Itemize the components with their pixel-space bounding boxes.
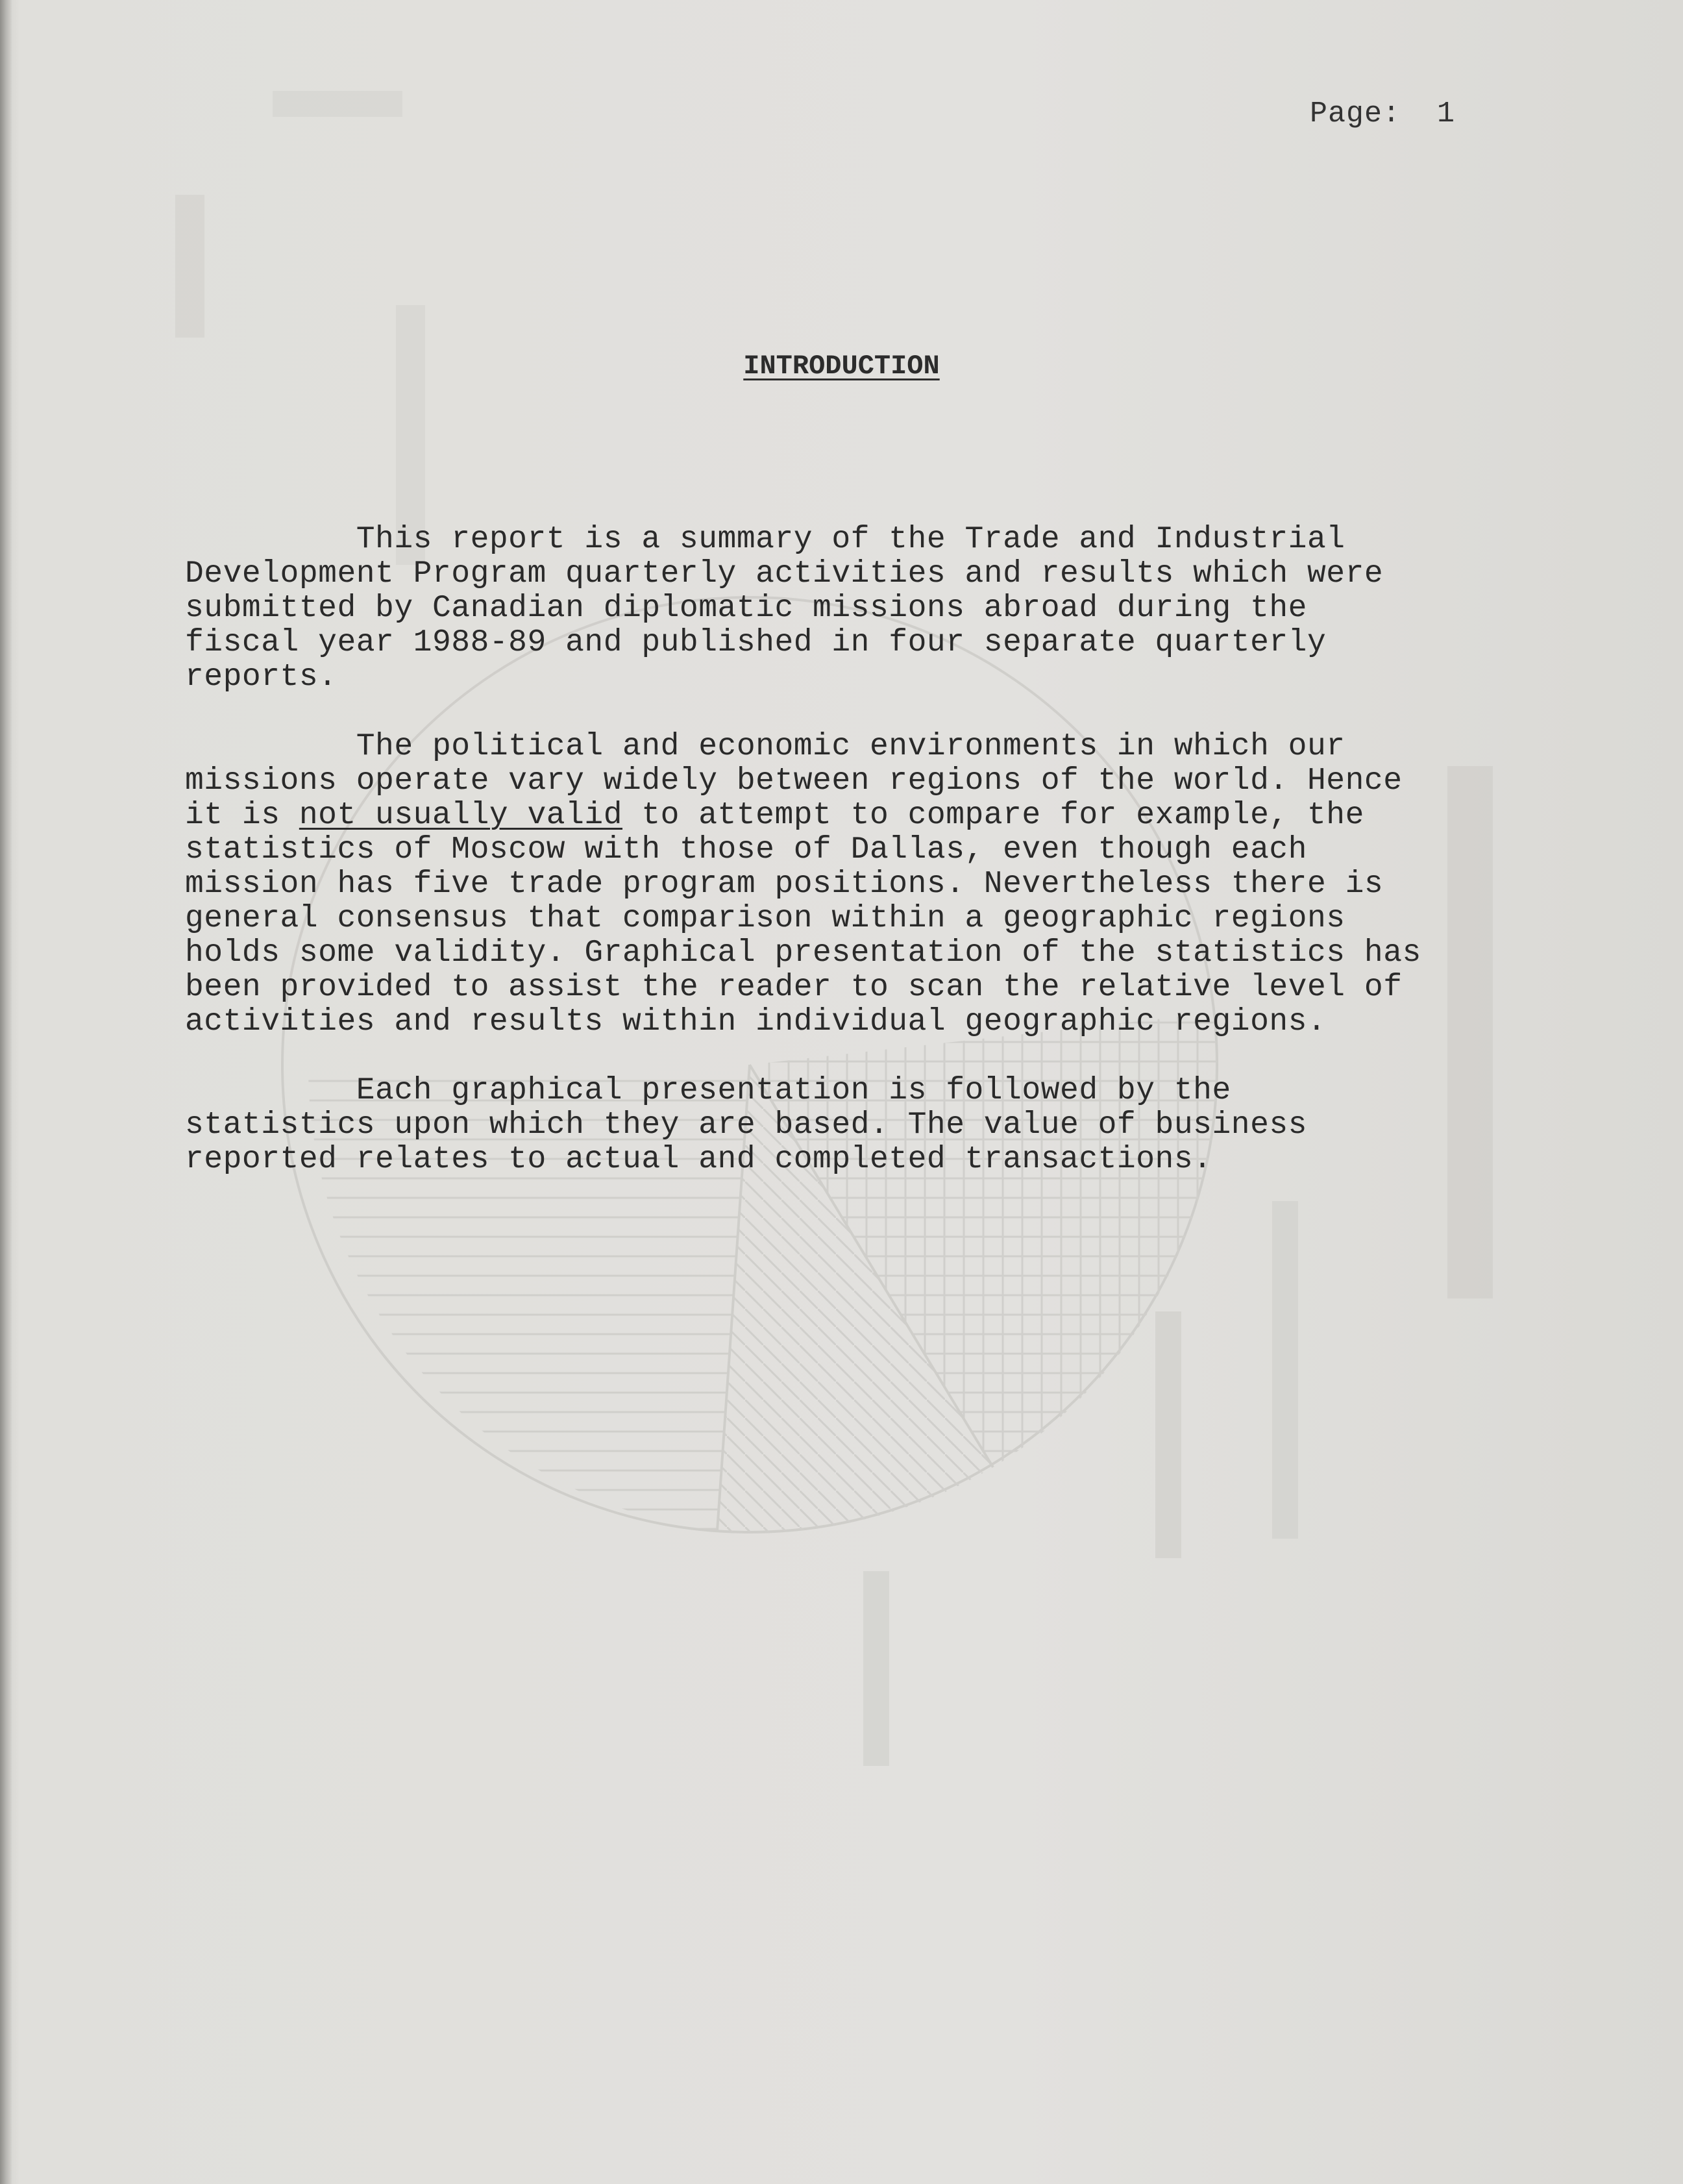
underlined-phrase: not usually valid <box>299 798 623 833</box>
paragraph-2-line-4: statistics of Moscow with those of Dallas, even though each <box>185 832 1307 867</box>
paragraph-1-line-5: reports. <box>185 660 338 695</box>
paragraph-2-line-6: general consensus that comparison within a geographic regions <box>185 901 1345 936</box>
paragraph-1-line-1: This report is a summary of the Trade and Industrial <box>185 522 1345 557</box>
paragraph-3-line-2: statistics upon which they are based. The value of business <box>185 1108 1307 1143</box>
paragraph-2-line-3-prefix: it is <box>185 798 299 833</box>
paragraph-2-line-5: mission has five trade program positions. Nevertheless there is <box>185 867 1384 902</box>
paragraph-1-line-3: submitted by Canadian diplomatic missions abroad during the <box>185 591 1307 626</box>
paragraph-1-line-2: Development Program quarterly activities and results which were <box>185 556 1384 591</box>
paragraph-2-line-3-suffix: to attempt to compare for example, the <box>622 798 1364 833</box>
page-number: Page: 1 <box>1310 97 1456 130</box>
paragraph-3-line-1: Each graphical presentation is followed by the <box>185 1073 1231 1108</box>
paragraph-2-line-1: The political and economic environments in which our <box>185 729 1345 764</box>
paragraph-3-line-3: reported relates to actual and completed transactions. <box>185 1142 1212 1177</box>
paragraph-2-line-3 <box>185 799 1364 833</box>
paragraph-2-line-7: holds some validity. Graphical presentation of the statistics has <box>185 936 1421 971</box>
paragraph-1-line-4: fiscal year 1988-89 and published in four separate quarterly <box>185 625 1327 660</box>
page-title: INTRODUCTION <box>743 351 940 382</box>
paragraph-2-line-9: activities and results within individual geographic regions. <box>185 1004 1327 1039</box>
paragraph-2-line-8: been provided to assist the reader to scan the relative level of <box>185 970 1403 1005</box>
paragraph-2-line-2: missions operate vary widely between regions of the world. Hence <box>185 763 1403 799</box>
